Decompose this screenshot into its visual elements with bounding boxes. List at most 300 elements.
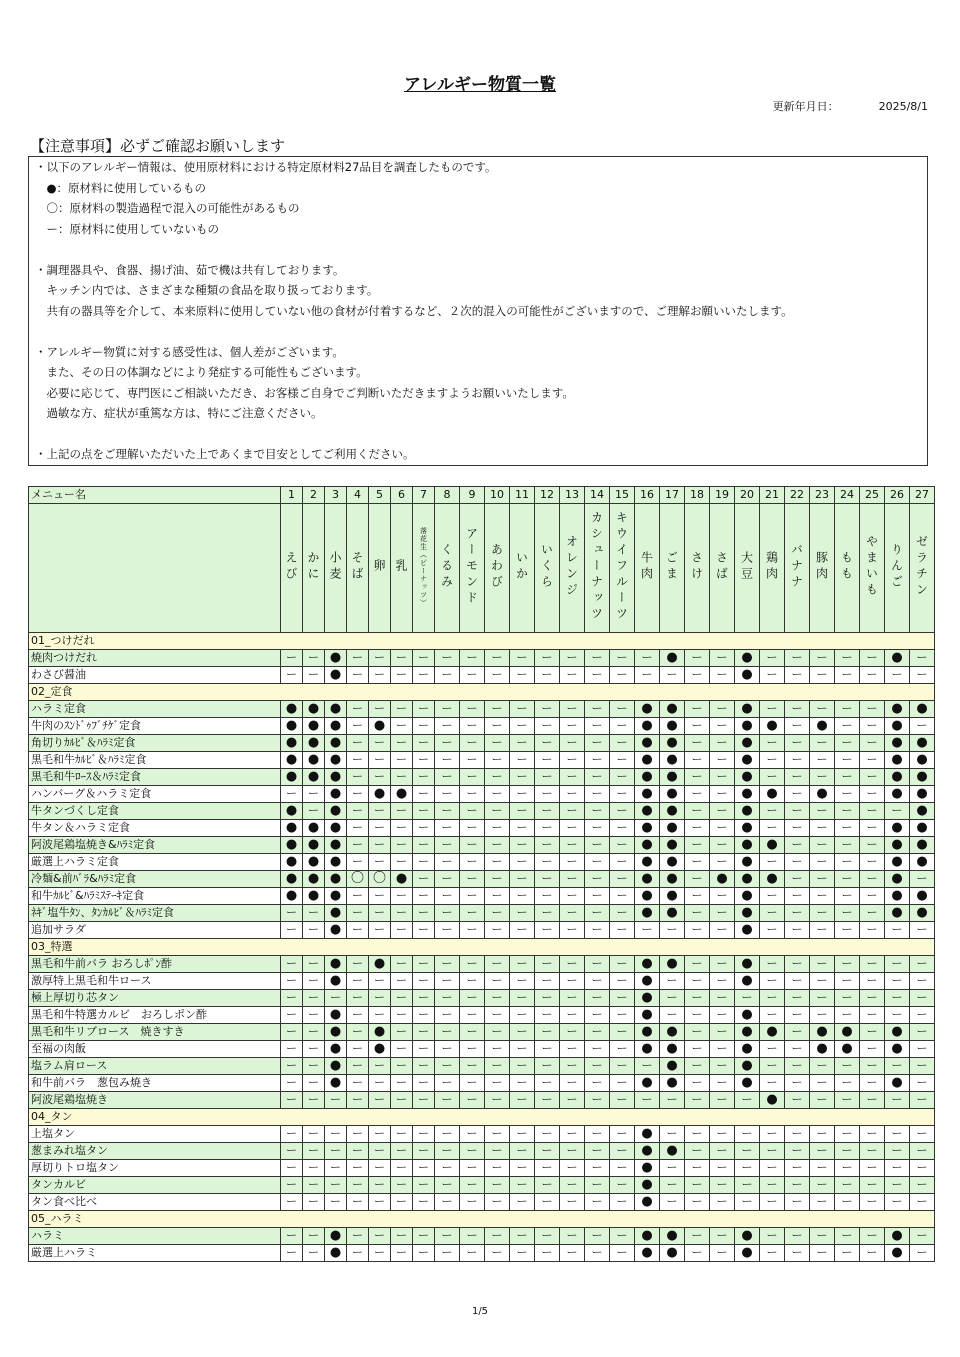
allergen-mark: ー [535,1126,560,1143]
allergen-mark: ー [585,769,610,786]
allergen-mark: ー [535,922,560,939]
allergen-mark: ー [391,735,413,752]
allergen-mark: ー [391,888,413,905]
allergen-mark: ● [303,769,325,786]
allergen-mark: ● [635,1245,660,1262]
allergen-mark: ー [460,1092,485,1109]
allergen-mark: ー [369,1058,391,1075]
allergen-name [660,504,685,633]
allergen-mark: ー [347,752,369,769]
allergen-mark: ー [510,922,535,939]
allergen-mark: ー [303,1024,325,1041]
allergen-mark: ー [435,1092,460,1109]
allergen-mark: ー [685,871,710,888]
allergen-mark: ー [685,1126,710,1143]
allergen-mark: ー [710,1075,735,1092]
allergen-mark: ー [391,1058,413,1075]
allergen-label: バナナ [789,542,804,591]
allergen-mark: ー [785,1245,810,1262]
allergen-mark: ー [303,650,325,667]
menu-row [29,956,935,973]
allergen-mark: ● [635,1041,660,1058]
allergen-mark: ー [485,820,510,837]
allergen-mark: ー [860,1092,885,1109]
allergen-mark: ー [885,1126,910,1143]
allergen-number: 2 [303,487,325,504]
allergen-name [510,504,535,633]
allergen-mark: ー [785,1228,810,1245]
allergen-mark: ー [860,871,885,888]
allergen-mark: ー [485,1024,510,1041]
allergen-label: ゼラチン [914,534,929,599]
allergen-mark: ● [325,1041,347,1058]
allergen-mark: ー [685,769,710,786]
menu-name: 極上厚切り芯タン [29,990,281,1007]
menu-name: 黒毛和牛特選カルビ おろしポン酢 [29,1007,281,1024]
allergen-mark: ● [635,854,660,871]
allergen-mark: ● [660,871,685,888]
allergen-mark: ー [760,735,785,752]
allergen-mark: ー [760,956,785,973]
allergen-mark: ー [535,1007,560,1024]
allergen-mark: ー [785,956,810,973]
allergen-mark: ● [910,786,935,803]
allergen-mark: ー [610,956,635,973]
allergen-mark: ー [435,1075,460,1092]
allergen-mark: ー [810,905,835,922]
allergen-mark: ● [660,1024,685,1041]
allergen-mark: ー [413,1245,435,1262]
allergen-mark: ー [685,701,710,718]
allergen-mark: ー [369,1160,391,1177]
menu-name: タンカルビ [29,1177,281,1194]
allergen-mark: ー [485,905,510,922]
allergen-mark: ● [635,1160,660,1177]
allergen-name [810,504,835,633]
allergen-mark: ● [810,1041,835,1058]
allergen-mark: ● [369,1041,391,1058]
allergen-mark: ー [810,1245,835,1262]
allergen-mark: ー [303,956,325,973]
allergen-mark: ー [413,956,435,973]
category-title: 04_タン [29,1109,935,1126]
allergen-mark: ー [810,854,835,871]
allergen-mark: ー [660,990,685,1007]
allergen-mark: ー [710,735,735,752]
allergen-mark: ー [535,735,560,752]
allergen-mark: ー [535,1194,560,1211]
allergen-mark: ー [685,1177,710,1194]
allergen-mark: ー [685,1007,710,1024]
allergen-label: オレンジ [564,534,579,599]
allergen-mark: ー [610,1228,635,1245]
menu-row [29,1024,935,1041]
allergen-mark: ー [435,854,460,871]
allergen-mark: ー [910,1058,935,1075]
menu-row [29,854,935,871]
allergen-mark: ー [391,1160,413,1177]
allergen-mark: ー [435,871,460,888]
allergen-mark: ー [760,1126,785,1143]
allergen-mark: ー [860,718,885,735]
allergen-mark: ー [485,854,510,871]
allergen-mark: ー [485,888,510,905]
allergen-mark: ● [325,956,347,973]
allergen-mark: ー [785,786,810,803]
allergen-mark: ー [760,1160,785,1177]
allergen-mark: ー [810,1228,835,1245]
allergen-number: 7 [413,487,435,504]
updated-date: 更新年月日： 2025/8/1 [772,100,928,113]
allergen-label: 大豆 [739,550,754,583]
allergen-mark: ー [347,922,369,939]
allergen-mark: ー [347,854,369,871]
menu-name: 厳選上ハラミ [29,1245,281,1262]
allergen-mark: ー [485,701,510,718]
allergen-mark: ● [660,888,685,905]
allergen-mark: ー [460,769,485,786]
allergen-mark: ー [413,1041,435,1058]
allergen-name [635,504,660,633]
allergen-mark: ● [735,1058,760,1075]
allergen-mark: ー [585,973,610,990]
allergen-mark: ー [485,1075,510,1092]
menu-row [29,752,935,769]
menu-row [29,1160,935,1177]
allergen-mark: ● [735,718,760,735]
allergen-mark: ー [585,1245,610,1262]
notice-line: ●：原材料に使用しているもの [35,181,207,195]
allergen-mark: ー [835,1194,860,1211]
allergen-mark: ー [347,650,369,667]
allergen-mark: ー [391,1126,413,1143]
allergen-mark: ー [610,803,635,820]
allergen-mark: ● [635,1075,660,1092]
menu-name-header-blank [29,504,281,633]
allergen-mark: ー [485,1245,510,1262]
allergen-mark: ー [369,1228,391,1245]
notice-line: ・アレルギー物質に対する感受性は、個人差がございます。 [35,345,344,359]
allergen-mark: ー [281,1194,303,1211]
allergen-number: 25 [860,487,885,504]
allergen-mark: ー [347,973,369,990]
allergen-mark: ● [910,701,935,718]
allergen-mark: ー [810,820,835,837]
allergen-mark: ● [325,1228,347,1245]
allergen-mark: ● [325,718,347,735]
allergen-mark: ー [760,1143,785,1160]
allergen-mark: ー [391,752,413,769]
allergen-mark: ー [347,1194,369,1211]
allergen-mark: ー [835,1075,860,1092]
allergen-mark: ー [610,1143,635,1160]
allergen-mark: ー [535,803,560,820]
allergen-mark: ー [585,888,610,905]
allergen-mark: ー [435,1194,460,1211]
allergen-name [735,504,760,633]
allergen-mark: ● [660,905,685,922]
allergen-mark: ー [810,990,835,1007]
allergen-mark: ● [325,803,347,820]
allergen-name [835,504,860,633]
allergen-mark: ー [435,667,460,684]
allergen-mark: ー [535,820,560,837]
allergen-name [685,504,710,633]
allergen-mark: ● [325,1007,347,1024]
allergen-mark: ー [560,1160,585,1177]
allergen-mark: ー [810,922,835,939]
allergen-mark: ● [735,1228,760,1245]
allergen-mark: ● [760,718,785,735]
allergen-mark: ー [413,922,435,939]
allergen-mark: ー [660,1177,685,1194]
allergen-mark: ー [535,667,560,684]
allergen-mark: ー [910,1228,935,1245]
allergen-mark: ● [369,718,391,735]
allergen-mark: ー [835,1245,860,1262]
allergen-mark: ● [635,752,660,769]
menu-name: 阿波尾鶏塩焼き&ﾊﾗﾐ定食 [29,837,281,854]
allergen-mark: ー [347,803,369,820]
allergen-mark: ー [281,956,303,973]
allergen-mark: ー [835,973,860,990]
allergen-mark: ー [460,1228,485,1245]
allergen-mark: ー [510,786,535,803]
allergen-mark: ー [910,1075,935,1092]
allergen-label: やまいも [864,534,879,599]
allergen-mark: ー [760,1228,785,1245]
allergen-number: 3 [325,487,347,504]
allergen-mark: ー [485,837,510,854]
allergen-mark: ● [281,888,303,905]
allergen-mark: ー [391,905,413,922]
allergen-mark: ー [535,1160,560,1177]
allergen-mark: ー [485,1041,510,1058]
allergen-mark: ● [885,888,910,905]
allergen-mark: ● [635,956,660,973]
allergen-mark: ー [435,1143,460,1160]
allergen-mark: ー [413,1228,435,1245]
allergen-mark: ー [785,871,810,888]
allergen-mark: ー [785,1126,810,1143]
allergen-mark: ー [610,650,635,667]
allergen-number: 4 [347,487,369,504]
allergen-mark: ー [735,990,760,1007]
allergen-mark: ー [510,1041,535,1058]
allergen-mark: ー [435,1126,460,1143]
allergen-mark: ー [460,1126,485,1143]
notice-line: ・上記の点をご理解いただいた上であくまで目安としてご利用ください。 [35,447,415,461]
allergen-mark: ー [535,1092,560,1109]
allergen-mark: ー [910,1245,935,1262]
allergen-mark: ー [535,1143,560,1160]
allergen-mark: ー [347,1075,369,1092]
allergen-mark: 〇 [369,871,391,888]
menu-name: 牛肉のｽﾝﾄﾞｩﾌﾞﾁｹﾞ定食 [29,718,281,735]
allergen-label: もも [839,550,854,583]
allergen-mark: ー [560,1024,585,1041]
allergen-mark: ー [660,922,685,939]
allergen-mark: ー [535,905,560,922]
allergen-mark: ● [910,888,935,905]
allergen-mark: ー [610,1160,635,1177]
menu-row [29,786,935,803]
allergen-mark: ー [560,667,585,684]
menu-row [29,769,935,786]
allergen-mark: ● [660,837,685,854]
category-row [29,1211,935,1228]
allergen-mark: ● [325,786,347,803]
allergen-mark: ー [810,650,835,667]
allergen-mark: ー [560,1007,585,1024]
allergen-mark: ー [391,667,413,684]
allergen-mark: ● [635,837,660,854]
menu-row [29,1228,935,1245]
allergen-mark: ー [369,1177,391,1194]
allergen-mark: ー [610,769,635,786]
allergen-mark: ● [281,735,303,752]
allergen-mark: ー [785,837,810,854]
allergen-mark: ー [710,1007,735,1024]
menu-row [29,820,935,837]
allergen-mark: ● [281,871,303,888]
allergen-mark: ー [635,1058,660,1075]
menu-name: 黒毛和牛リブロース 焼きすき [29,1024,281,1041]
allergen-mark: ー [413,888,435,905]
allergen-mark: ー [485,1092,510,1109]
allergen-mark: ー [785,667,810,684]
allergen-mark: ー [585,735,610,752]
allergen-mark: ● [635,786,660,803]
allergen-mark: ー [435,650,460,667]
allergen-name [785,504,810,633]
allergen-mark: ー [435,1245,460,1262]
allergen-mark: ー [535,837,560,854]
allergen-mark: ー [785,650,810,667]
allergen-mark: ー [760,973,785,990]
allergen-mark: ー [510,1007,535,1024]
allergen-mark: ー [860,973,885,990]
allergen-mark: ー [610,1092,635,1109]
allergen-mark: ー [435,820,460,837]
allergen-mark: ー [585,1075,610,1092]
allergen-mark: ー [303,1177,325,1194]
allergen-mark: ー [835,1092,860,1109]
allergen-mark: ー [660,667,685,684]
allergen-mark: ー [510,1245,535,1262]
allergen-number: 11 [510,487,535,504]
allergen-mark: ー [347,786,369,803]
allergen-mark: ● [325,871,347,888]
allergen-mark: ー [510,956,535,973]
allergen-mark: ー [535,871,560,888]
allergen-mark: ー [560,854,585,871]
allergen-label: アーモンド [464,526,479,607]
allergen-mark: ー [435,888,460,905]
allergen-mark: ー [485,1228,510,1245]
menu-row [29,1092,935,1109]
allergen-name [885,504,910,633]
allergen-mark: ー [910,1160,935,1177]
menu-name: 冷麺&前ﾊﾞﾗ&ﾊﾗﾐ定食 [29,871,281,888]
allergen-mark: ● [635,769,660,786]
allergen-mark: ー [460,888,485,905]
allergen-mark: ● [885,735,910,752]
allergen-mark: ー [735,1160,760,1177]
allergen-mark: ー [735,1092,760,1109]
allergen-mark: ー [510,701,535,718]
allergen-mark: ー [460,1160,485,1177]
allergen-number: 16 [635,487,660,504]
allergen-mark: ● [303,854,325,871]
allergen-mark: ー [369,854,391,871]
allergen-mark: ー [435,1228,460,1245]
allergen-mark: ー [560,973,585,990]
allergen-mark: ー [435,786,460,803]
allergen-mark: ー [860,922,885,939]
allergen-mark: ● [635,1143,660,1160]
allergen-number: 6 [391,487,413,504]
allergen-mark: ー [835,769,860,786]
allergen-mark: ー [535,1228,560,1245]
page-title: アレルギー物質一覧 [404,75,556,95]
allergen-mark: ● [735,956,760,973]
allergen-mark: ー [560,922,585,939]
allergen-mark: ー [460,1143,485,1160]
allergen-mark: ● [710,871,735,888]
allergen-mark: ー [347,1092,369,1109]
allergen-mark: ー [413,837,435,854]
allergen-mark: ー [885,667,910,684]
allergen-mark: ー [860,735,885,752]
allergen-mark: ー [435,718,460,735]
allergen-mark: ー [910,1041,935,1058]
allergen-mark: ー [347,1058,369,1075]
allergen-mark: ー [485,718,510,735]
allergen-mark: ー [391,1143,413,1160]
allergen-mark: ー [835,701,860,718]
allergen-number: 20 [735,487,760,504]
notice-line: また、その日の体調などにより発症する可能性もございます。 [35,365,368,379]
allergen-name [710,504,735,633]
allergen-mark: ● [635,1024,660,1041]
allergen-mark: ー [760,1058,785,1075]
allergen-mark: ー [391,820,413,837]
allergen-mark: ー [281,1177,303,1194]
allergen-mark: ー [303,1160,325,1177]
allergen-mark: ● [325,905,347,922]
allergen-mark: ー [585,854,610,871]
allergen-mark: ー [585,1058,610,1075]
allergen-mark: ー [835,752,860,769]
allergen-mark: ー [560,735,585,752]
allergen-mark: ー [860,1024,885,1041]
menu-name: タン食べ比べ [29,1194,281,1211]
allergen-mark: ー [510,650,535,667]
allergen-mark: ー [585,1041,610,1058]
allergen-mark: ー [510,990,535,1007]
allergen-mark: ー [710,1058,735,1075]
allergen-mark: ー [685,837,710,854]
allergen-mark: ー [685,1092,710,1109]
allergen-mark: ー [610,1126,635,1143]
allergen-mark: ー [435,735,460,752]
allergen-mark: ー [347,1126,369,1143]
allergen-label: キウイフルーツ [614,510,629,623]
allergen-mark: ● [735,667,760,684]
menu-name: わさび醤油 [29,667,281,684]
allergen-mark: ー [585,1194,610,1211]
